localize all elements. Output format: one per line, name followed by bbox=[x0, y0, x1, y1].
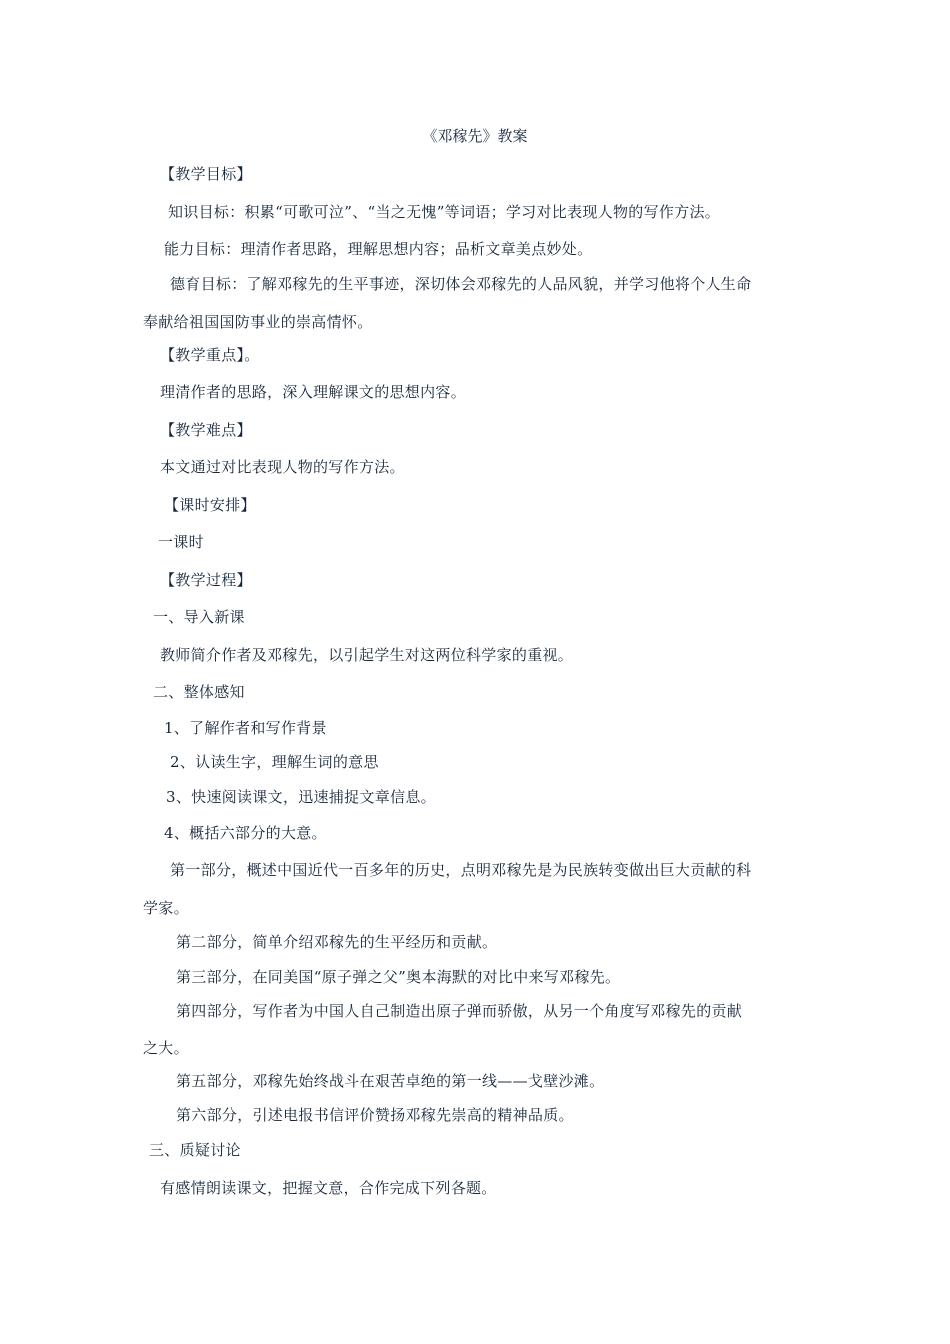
paragraph-schedule: 一课时 bbox=[158, 533, 204, 551]
paragraph-step-3: 有感情朗读课文，把握文意，合作完成下列各题。 bbox=[160, 1179, 497, 1197]
paragraph-step-1: 教师简介作者及邓稼先，以引起学生对这两位科学家的重视。 bbox=[160, 646, 574, 664]
paragraph-part-1: 第一部分，概述中国近代一百多年的历史，点明邓稼先是为民族转变做出巨大贡献的科 bbox=[170, 861, 752, 879]
paragraph-part-4: 第四部分，写作者为中国人自己制造出原子弹而骄傲，从另一个角度写邓稼先的贡献 bbox=[176, 1002, 743, 1020]
section-heading-objectives: 【教学目标】 bbox=[160, 165, 252, 183]
document-title: 《邓稼先》教案 bbox=[422, 127, 528, 145]
heading-step-2: 二、整体感知 bbox=[153, 683, 245, 701]
heading-step-1: 一、导入新课 bbox=[153, 608, 245, 626]
section-heading-key-points: 【教学重点】。 bbox=[160, 346, 260, 364]
paragraph-moral-objective-cont: 奉献给祖国国防事业的崇高情怀。 bbox=[143, 313, 373, 331]
paragraph-knowledge-objective: 知识目标：积累“可歌可泣”、“当之无愧”等词语；学习对比表现人物的写作方法。 bbox=[168, 203, 721, 221]
paragraph-ability-objective: 能力目标：理清作者思路，理解思想内容；品析文章美点妙处。 bbox=[164, 240, 593, 258]
paragraph-difficulties: 本文通过对比表现人物的写作方法。 bbox=[160, 458, 405, 476]
section-heading-difficulties: 【教学难点】 bbox=[160, 421, 252, 439]
paragraph-part-1-cont: 学家。 bbox=[143, 899, 189, 917]
section-heading-schedule: 【课时安排】 bbox=[164, 496, 256, 514]
paragraph-key-points: 理清作者的思路，深入理解课文的思想内容。 bbox=[160, 383, 467, 401]
list-item-3: 3、快速阅读课文，迅速捕捉文章信息。 bbox=[166, 788, 436, 806]
paragraph-part-3: 第三部分，在同美国“原子弹之父”奥本海默的对比中来写邓稼先。 bbox=[176, 968, 621, 986]
paragraph-part-4-cont: 之大。 bbox=[143, 1039, 189, 1057]
paragraph-moral-objective: 德育目标：了解邓稼先的生平事迹，深切体会邓稼先的人品风貌，并学习他将个人生命 bbox=[170, 275, 752, 293]
heading-step-3: 三、质疑讨论 bbox=[149, 1141, 241, 1159]
paragraph-part-5: 第五部分，邓稼先始终战斗在艰苦卓绝的第一线——戈壁沙滩。 bbox=[176, 1072, 605, 1090]
list-item-4: 4、概括六部分的大意。 bbox=[164, 824, 327, 842]
list-item-1: 1、了解作者和写作背景 bbox=[164, 719, 327, 737]
paragraph-part-6: 第六部分，引述电报书信评价赞扬邓稼先崇高的精神品质。 bbox=[176, 1106, 574, 1124]
list-item-2: 2、认读生字，理解生词的意思 bbox=[170, 753, 379, 771]
paragraph-part-2: 第二部分，简单介绍邓稼先的生平经历和贡献。 bbox=[176, 933, 498, 951]
section-heading-process: 【教学过程】 bbox=[160, 571, 252, 589]
